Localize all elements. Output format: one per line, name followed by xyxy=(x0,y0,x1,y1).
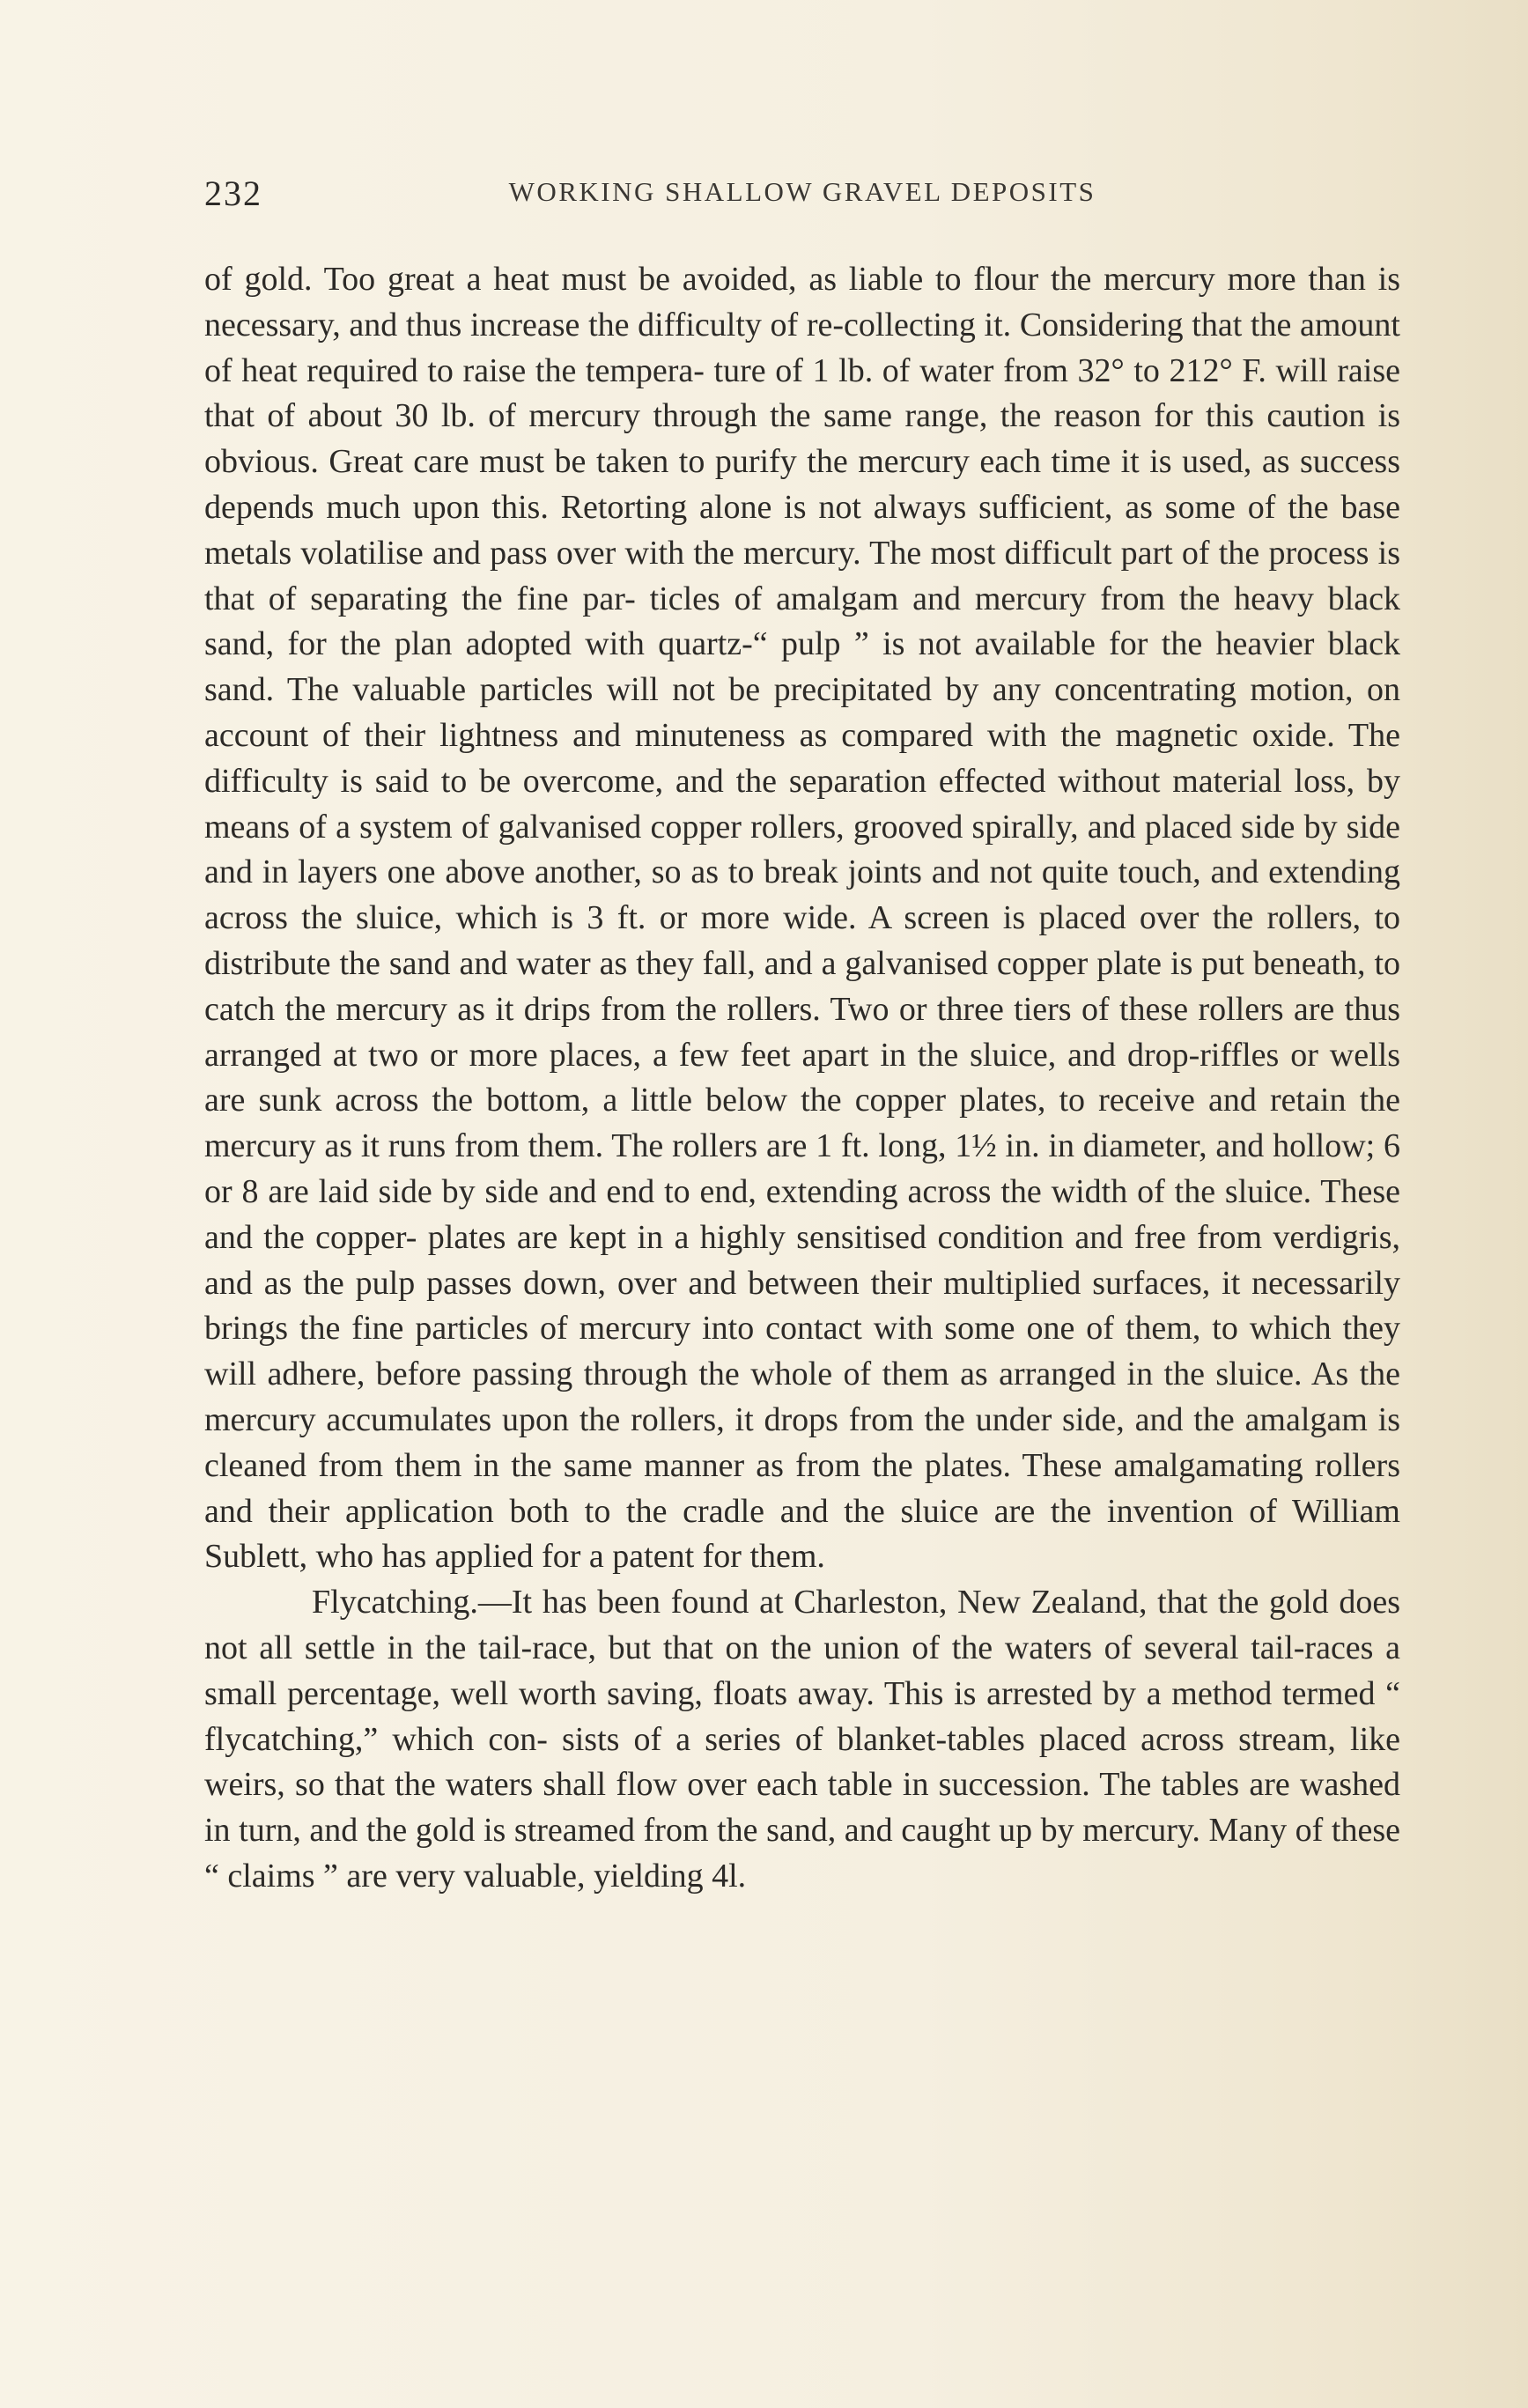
paragraph-amalgamation: of gold. Too great a heat must be avoided, as liable to flour the mercury more than is necessary, and thus increase the difficulty of re-collecting it. Considering that the amount of heat required to raise the tempera- ture of 1 lb. of water from 32° to 212° F. will raise that of about 30 lb. of mercury through the same range, the reason for this caution is obvious. Great care must be taken to purify the mercury each time it is used, as success depends much upon this. Retorting alone is not always sufficient, as some of the base metals volatilise and pass over with the mercury. The most difficult part of the process is that of separating the fine par- ticles of amalgam and mercury from the heavy black sand, for the plan adopted with quartz-“ pulp ” is not available for the heavier black sand. The valuable particles will not be precipitated by any concentrating motion, on account of their lightness and minuteness as compared with the magnetic oxide. The difficulty is said to be overcome, and the separation effected without material loss, by means of a system of galvanised copper rollers, grooved spirally, and placed side by side and in layers one above another, so as to break joints and not quite touch, and extending across the sluice, which is 3 ft. or more wide. A screen is placed over the rollers, to distribute the sand and water as they fall, and a galvanised copper plate is put beneath, to catch the mercury as it drips from the rollers. Two or three tiers of these rollers are thus arranged at two or more places, a few feet apart in the sluice, and drop-riffles or wells are sunk across the bottom, a little below the copper plates, to receive and retain the mercury as it runs from them. The rollers are 1 ft. long, 1½ in. in diameter, and hollow; 6 or 8 are laid side by side and end to end, extending across the width of the sluice. These and the copper- plates are kept in a highly sensitised condition and free from verdigris, and as the pulp passes down, over and between their multiplied surfaces, it necessarily brings the fine particles of mercury into contact with some one of them, to which they will adhere, before passing through the whole of them as arranged in the sluice. As the mercury accumulates upon the rollers, it drops from the under side, and the amalgam is cleaned from them in the same manner as from the plates. These amalgamating rollers and their application both to the cradle and the sluice are the invention of William Sublett, who has applied for a patent for them. xyxy=(204,261,1400,1576)
page-number: 232 xyxy=(204,174,262,213)
body-text xyxy=(204,257,1400,1900)
paragraph-flycatching: Flycatching.—It has been found at Charleston, New Zealand, that the gold does not all settle in the tail-race, but that on the union of the waters of several tail-races a small percentage, well worth saving, floats away. This is arrested by a method termed “ flycatching,” which con- sists of a series of blanket-tables placed across stream, like weirs, so that the waters shall flow over each table in succession. The tables are washed in turn, and the gold is streamed from the sand, and caught up by mercury. Many of these “ claims ” are very valuable, yielding 4l. xyxy=(204,1584,1400,1895)
running-title: WORKING SHALLOW GRAVEL DEPOSITS xyxy=(508,176,1096,207)
running-head xyxy=(204,173,1400,220)
